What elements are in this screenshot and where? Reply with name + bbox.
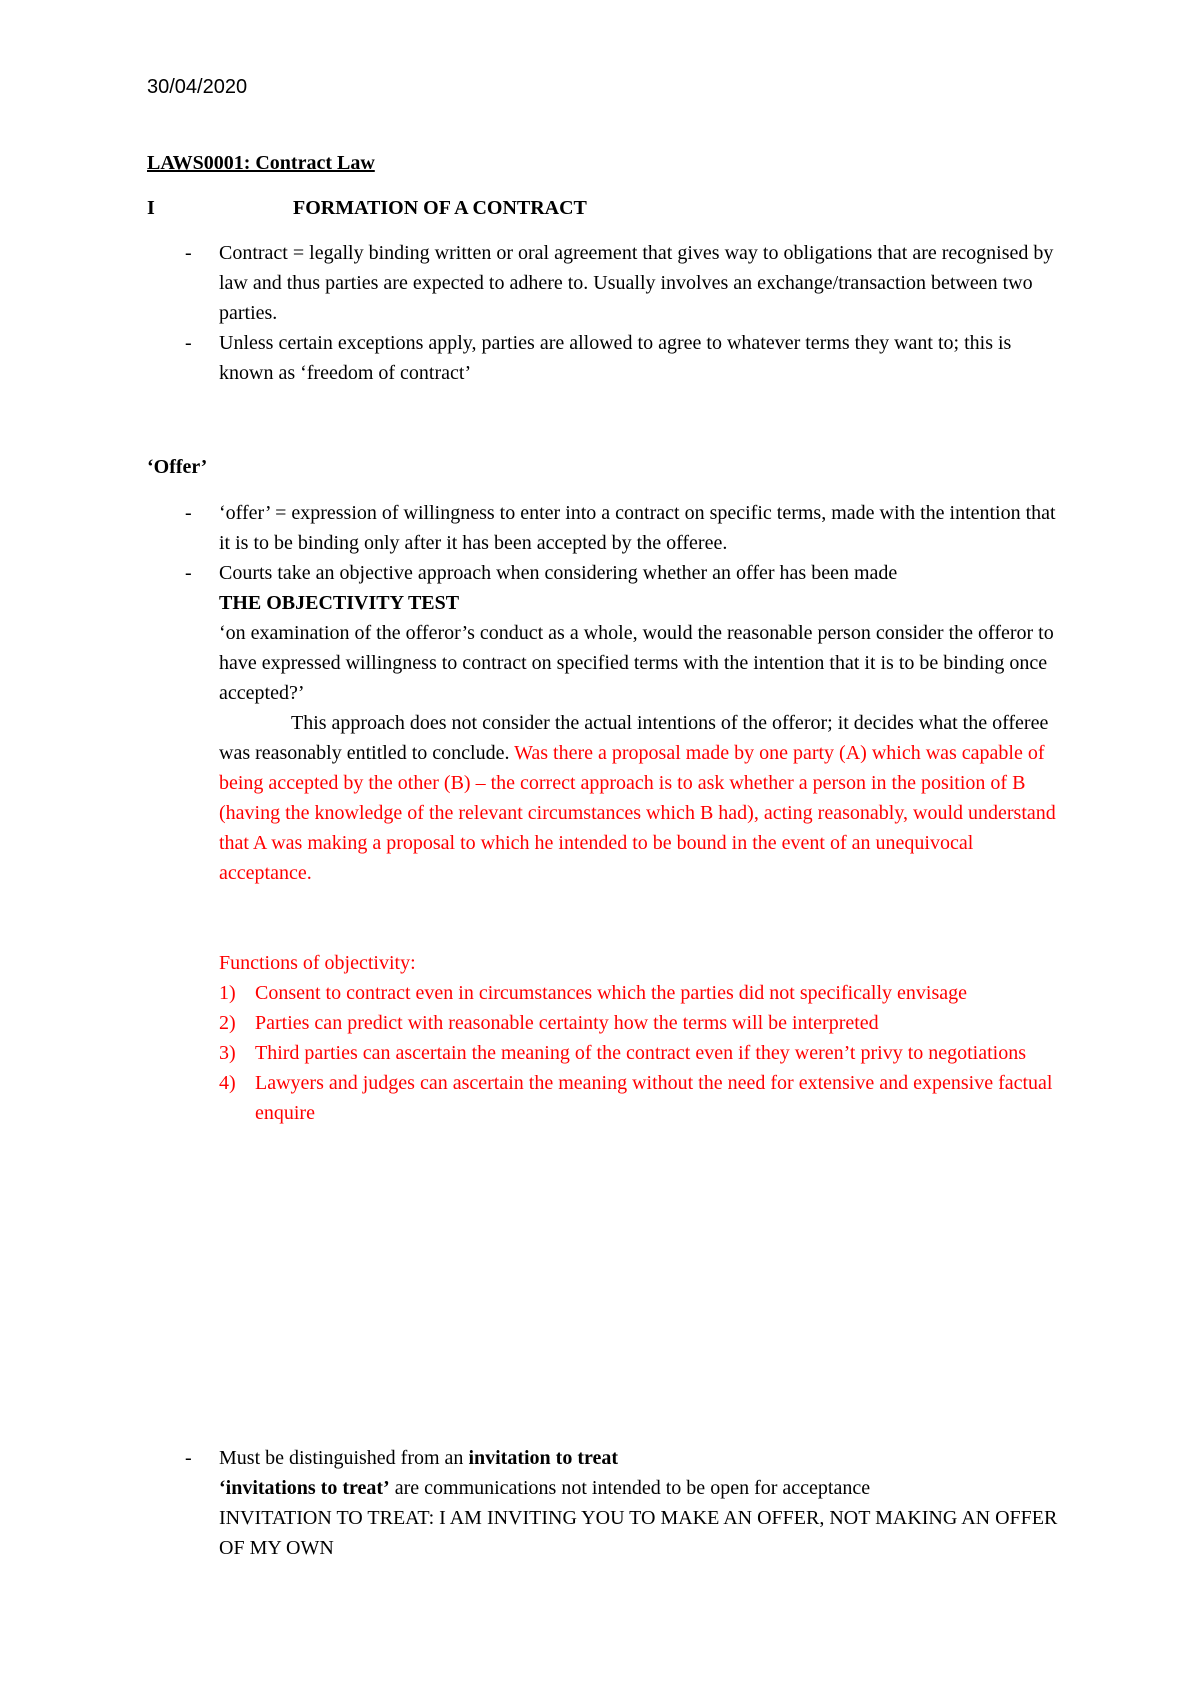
list-text: Third parties can ascertain the meaning of the contract even if they weren’t privy to negotiations [255,1042,1027,1064]
section-number: I [147,197,155,219]
objective-approach-block [219,558,1067,888]
objectivity-test-title: THE OBJECTIVITY TEST [219,592,460,614]
bullet-text: Contract = legally binding written or oral agreement that gives way to obligations that are recognised by law and thus parties are expected to adhere to. Usually involves an exchange/transaction between two parties. [219,242,1054,324]
bullet-dash: - [185,332,192,354]
invitation-term: invitation to treat [468,1447,619,1469]
course-title: LAWS0001: Contract Law [147,152,375,174]
invitation-intro [219,1443,1067,1473]
objective-approach-intro: Courts take an objective approach when considering whether an offer has been made [219,562,898,584]
list-text: Parties can predict with reasonable certainty how the terms will be interpreted [255,1012,879,1034]
bullet-text: ‘offer’ = expression of willingness to enter into a contract on specific terms, made with the intention that it is to be binding only after it has been accepted by the offeree. [219,502,1056,554]
list-item [219,1068,1069,1128]
invitation-caps-note: INVITATION TO TREAT: I AM INVITING YOU TO MAKE AN OFFER, NOT MAKING AN OFFER OF MY OWN [219,1507,1058,1559]
invitation-prefix: Must be distinguished from an [219,1447,464,1469]
invitation-def-term: ‘invitations to treat’ [219,1477,390,1499]
invitation-def-rest: are communications not intended to be open for acceptance [394,1477,871,1499]
objectivity-test-quote: ‘on examination of the offeror’s conduct as a whole, would the reasonable person consider the offeror to have expressed willingness to contract on specified terms with the intention that it is to be binding once accepted?’ [219,622,1054,704]
list-number: 3) [219,1042,236,1064]
functions-heading: Functions of objectivity: [219,952,416,974]
offer-heading: ‘Offer’ [147,456,208,478]
invitation-definition [219,1473,1067,1503]
bullet-invitation-to-treat [147,1443,1067,1563]
bullet-offer-definition [147,498,1067,558]
functions-list [219,978,1069,1128]
bullet-dash: - [185,242,192,264]
bullet-contract-definition [147,238,1067,328]
section-title: FORMATION OF A CONTRACT [293,197,587,219]
list-item [219,978,1069,1008]
approach-paragraph [219,708,1067,888]
list-text: Lawyers and judges can ascertain the meaning without the need for extensive and expensive factual enquire [255,1072,1053,1124]
document-date: 30/04/2020 [147,76,248,98]
bullet-dash: - [185,502,192,524]
list-item [219,1038,1069,1068]
list-number: 1) [219,982,236,1004]
bullet-dash: - [185,1447,192,1469]
invitation-block [219,1443,1067,1563]
approach-text-black: This approach does not consider the actual intentions of the offeror; it decides what the offeree was reasonably entitled to conclude. [219,712,1049,764]
bullet-objective-approach [147,558,1067,888]
bullet-text: Unless certain exceptions apply, parties are allowed to agree to whatever terms they want to; this is known as ‘freedom of contract’ [219,332,1012,384]
approach-text-red: Was there a proposal made by one party (A) which was capable of being accepted by the other (B) – the correct approach is to ask whether a person in the position of B (having the knowledge of the relevant circumstances which B had), acting reasonably, would understand that A was making a proposal to which he intended to be bound in the event of an unequivocal acceptance. [219,742,1056,884]
bullet-freedom-of-contract [147,328,1067,388]
list-number: 2) [219,1012,236,1034]
bullet-dash: - [185,562,192,584]
list-text: Consent to contract even in circumstances which the parties did not specifically envisage [255,982,967,1004]
list-number: 4) [219,1072,236,1094]
list-item [219,1008,1069,1038]
